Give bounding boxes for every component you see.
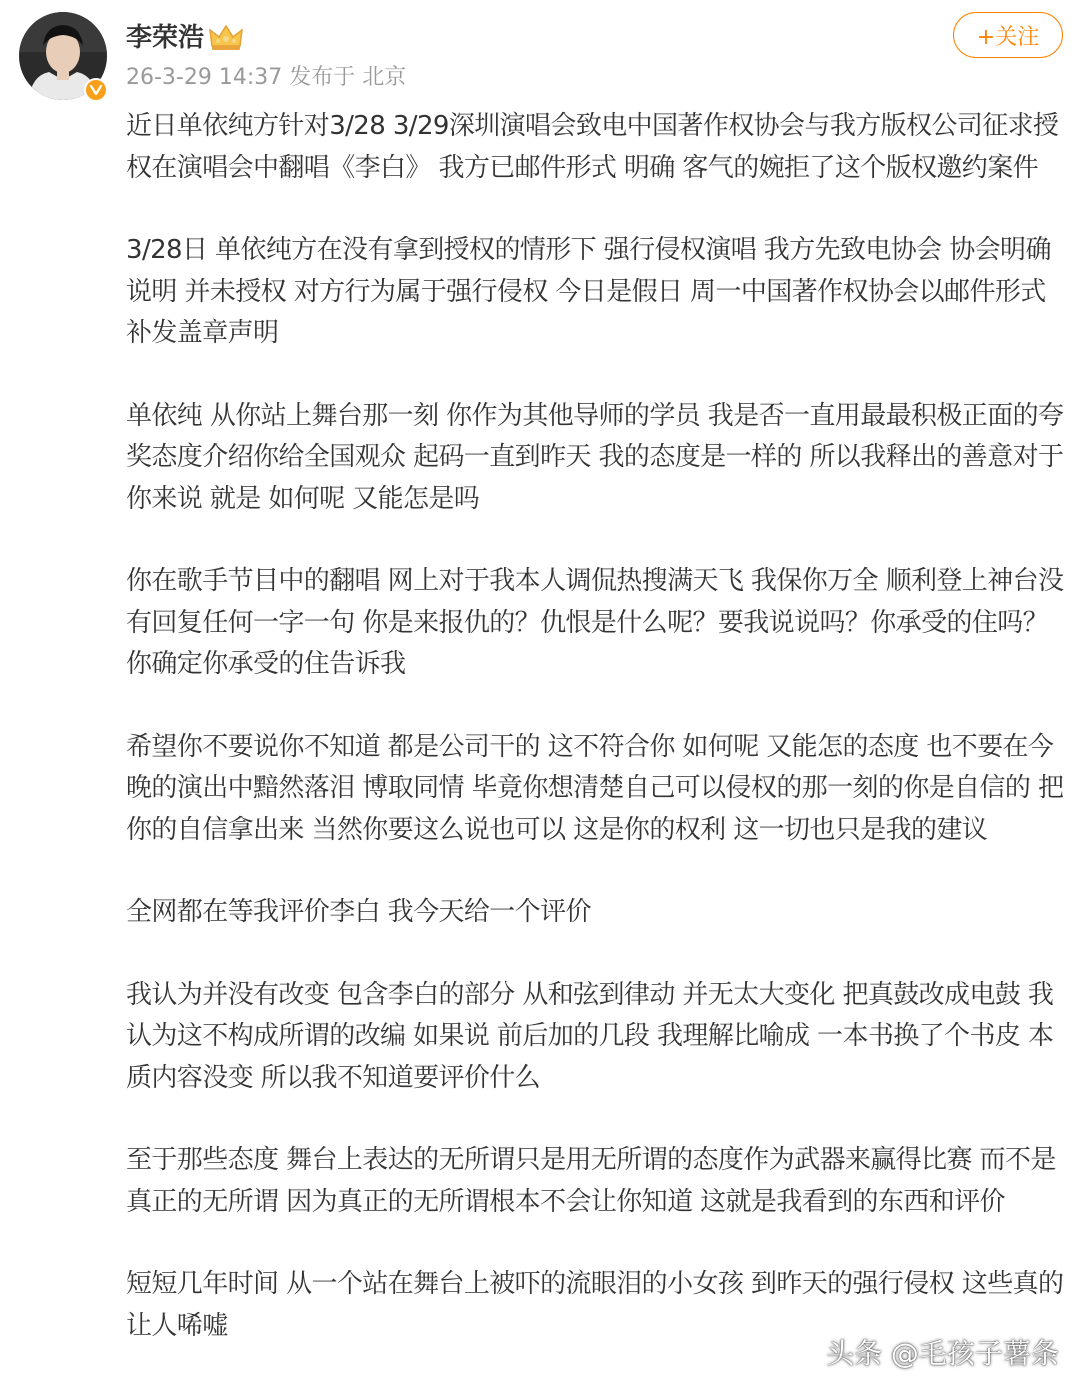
post-timestamp: 26-3-29 14:37: [126, 65, 283, 90]
post-paragraph: 近日单依纯方针对3/28 3/29深圳演唱会致电中国著作权协会与我方版权公司征求授权在演唱会中翻唱《李白》 我方已邮件形式 明确 客气的婉拒了这个版权邀约案件: [126, 111, 1059, 183]
post-header: [0, 0, 1080, 110]
post-paragraph: 我认为并没有改变 包含李白的部分 从和弦到律动 并无太大变化 把真鼓改成电鼓 我认为这不构成所谓的改编 如果说 前后加的几段 我理解比喻成 一本书换了个书皮 本质内容没变 所以我不知道要评价什么: [126, 979, 1054, 1093]
post-paragraph: 希望你不要说你不知道 都是公司干的 这不符合你 如何呢 又能怎的态度 也不要在今晚的演出中黯然落泪 博取同情 毕竟你想清楚自己可以侵权的那一刻的你是自信的 把你的自信拿出来 当然你要这么说也可以 这是你的权利 这一切也只是我的建议: [126, 731, 1064, 845]
follow-button-label: +关注: [976, 24, 1040, 50]
post-paragraph: 单依纯 从你站上舞台那一刻 你作为其他导师的学员 我是否一直用最最积极正面的夸奖态度介绍你给全国观众 起码一直到昨天 我的态度是一样的 所以我释出的善意对于你来说 就是 如何呢 又能怎是吗: [126, 400, 1064, 514]
watermark: 头条 @毛孩子薯条: [826, 1337, 1059, 1370]
post-paragraph: 全网都在等我评价李白 我今天给一个评价: [126, 897, 591, 927]
post-location: 发布于 北京: [289, 65, 407, 90]
vip-crown-icon[interactable]: [208, 22, 244, 52]
verified-badge-icon: [84, 78, 108, 102]
username[interactable]: 李荣浩: [126, 23, 205, 53]
post-paragraph: 你在歌手节目中的翻唱 网上对于我本人调侃热搜满天飞 我保你万全 顺利登上神台没有回复任何一字一句 你是来报仇的？仇恨是什么呢？要我说说吗？你承受的住吗？你确定你承受的住告诉我: [126, 566, 1064, 679]
post-paragraph: 短短几年时间 从一个站在舞台上被吓的流眼泪的小女孩 到昨天的强行侵权 这些真的让人唏嘘: [126, 1269, 1064, 1341]
post-body: [126, 106, 1066, 1388]
post-paragraph: 3/28日 单依纯方在没有拿到授权的情形下 强行侵权演唱 我方先致电协会 协会明确说明 并未授权 对方行为属于强行侵权 今日是假日 周一中国著作权协会以邮件形式补发盖章声明: [126, 235, 1051, 348]
follow-button[interactable]: [953, 12, 1063, 58]
post-meta: [126, 60, 406, 96]
post-paragraph: 至于那些态度 舞台上表达的无所谓只是用无所谓的态度作为武器来赢得比赛 而不是真正的无所谓 因为真正的无所谓根本不会让你知道 这就是我看到的东西和评价: [126, 1145, 1056, 1217]
